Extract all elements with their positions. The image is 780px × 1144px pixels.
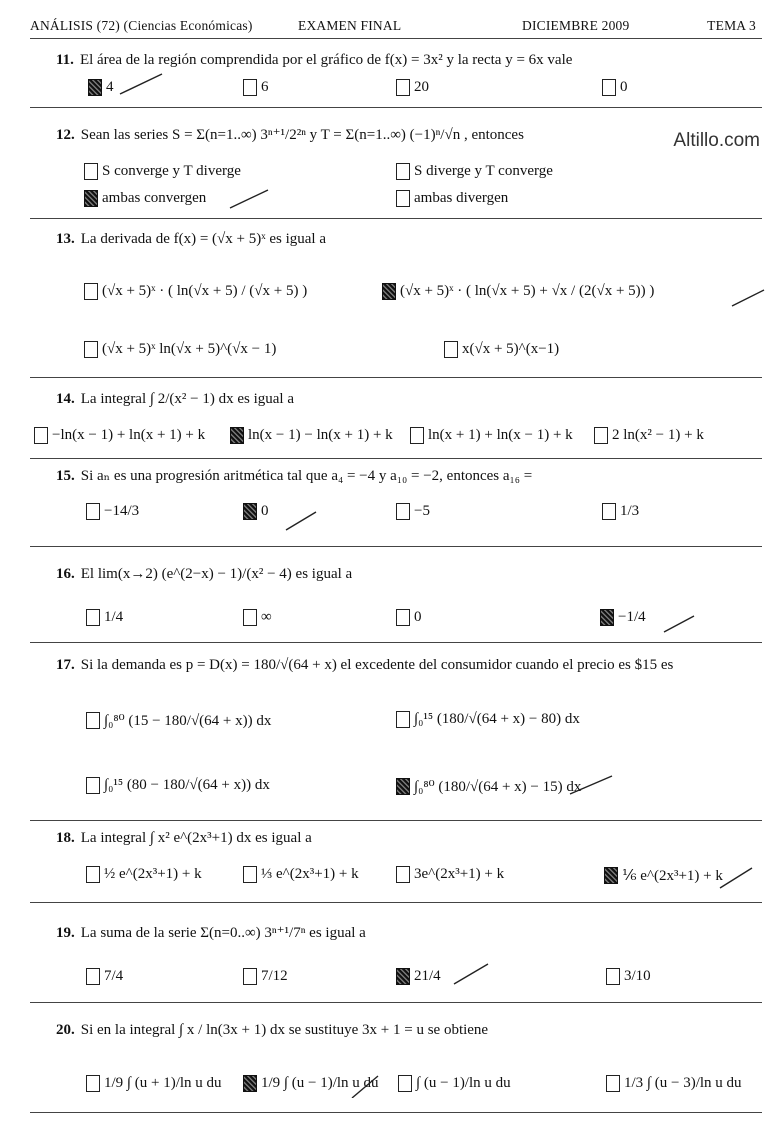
question-number: 19. <box>56 925 75 941</box>
answer-checkbox[interactable] <box>382 283 396 300</box>
answer-checkbox[interactable] <box>86 968 100 985</box>
answer-checkbox[interactable] <box>243 1075 257 1092</box>
question-divider <box>30 1112 762 1113</box>
answer-option[interactable] <box>86 609 123 626</box>
header-divider <box>30 38 762 39</box>
answer-checkbox[interactable] <box>86 777 100 794</box>
question-text <box>56 657 673 674</box>
question-statement: El lim(x→2) (e^(2−x) − 1)/(x² − 4) es igual a <box>80 566 353 582</box>
answer-option[interactable] <box>243 866 359 883</box>
option-label: 3e^(2x³+1) + k <box>414 866 505 882</box>
answer-option[interactable] <box>84 163 241 180</box>
option-label: (√x + 5)ˣ · ( ln(√x + 5) + √x / (2(√x + 5)) ) <box>400 283 655 299</box>
option-label: ln(x − 1) − ln(x + 1) + k <box>248 427 393 443</box>
option-label: 1/3 ∫ (u − 3)/ln u du <box>624 1075 742 1091</box>
answer-option[interactable] <box>396 866 504 883</box>
question-text <box>56 52 572 69</box>
question-divider <box>30 107 762 108</box>
answer-checkbox[interactable] <box>86 712 100 729</box>
option-label: −14/3 <box>104 503 140 519</box>
question-divider <box>30 546 762 547</box>
answer-checkbox[interactable] <box>604 867 618 884</box>
answer-checkbox[interactable] <box>398 1075 412 1092</box>
answer-option[interactable] <box>86 866 202 883</box>
option-label: 21/4 <box>414 968 441 984</box>
answer-checkbox[interactable] <box>84 341 98 358</box>
question-text <box>56 830 312 847</box>
answer-option[interactable] <box>410 427 573 444</box>
check-mark-icon <box>718 866 764 890</box>
answer-checkbox[interactable] <box>230 427 244 444</box>
option-label: 1/4 <box>104 609 124 625</box>
answer-option[interactable] <box>396 609 422 626</box>
answer-option[interactable] <box>600 609 646 626</box>
answer-option[interactable] <box>604 866 723 885</box>
answer-option[interactable] <box>84 341 276 358</box>
answer-option[interactable] <box>606 1075 742 1092</box>
watermark: Altillo.com <box>673 130 760 151</box>
exam-tema: TEMA 3 <box>707 18 756 33</box>
answer-option[interactable] <box>86 1075 222 1092</box>
check-mark-icon <box>284 508 330 532</box>
answer-option[interactable] <box>396 968 441 985</box>
exam-header <box>30 18 756 38</box>
question-statement: La derivada de f(x) = (√x + 5)ˣ es igual a <box>80 231 326 247</box>
answer-checkbox[interactable] <box>396 778 410 795</box>
answer-checkbox[interactable] <box>396 609 410 626</box>
question-text <box>56 466 532 485</box>
answer-option[interactable] <box>396 190 508 207</box>
answer-checkbox[interactable] <box>600 609 614 626</box>
option-label: (√x + 5)ˣ ln(√x + 5)^(√x − 1) <box>102 341 277 357</box>
question-text <box>56 125 524 144</box>
option-label: S diverge y T converge <box>414 163 553 179</box>
question-number: 17. <box>56 657 75 673</box>
answer-option[interactable] <box>34 427 205 444</box>
option-label: −5 <box>414 503 430 519</box>
option-label: x(√x + 5)^(x−1) <box>462 341 560 357</box>
answer-checkbox[interactable] <box>243 968 257 985</box>
answer-checkbox[interactable] <box>84 163 98 180</box>
question-statement: El área de la región comprendida por el gráfico de f(x) = 3x² y la recta y = 6x vale <box>79 52 573 68</box>
option-label: ⅙ e^(2x³+1) + k <box>622 868 723 884</box>
option-label: 1/9 ∫ (u + 1)/ln u du <box>104 1075 222 1091</box>
question-statement: Sean las series S = Σ(n=1..∞) 3ⁿ⁺¹/2²ⁿ y T = Σ(n=1..∞) (−1)ⁿ/√n , entonces <box>80 127 524 143</box>
answer-checkbox[interactable] <box>243 609 257 626</box>
answer-option[interactable] <box>382 283 654 300</box>
answer-checkbox[interactable] <box>84 283 98 300</box>
answer-option[interactable] <box>602 79 628 96</box>
course-title: ANÁLISIS (72) (Ciencias Económicas) <box>30 18 253 33</box>
exam-date: DICIEMBRE 2009 <box>522 18 630 33</box>
answer-option[interactable] <box>243 79 269 96</box>
answer-checkbox[interactable] <box>34 427 48 444</box>
answer-option[interactable] <box>396 503 430 520</box>
option-label: 20 <box>414 79 429 95</box>
answer-checkbox[interactable] <box>606 1075 620 1092</box>
answer-checkbox[interactable] <box>86 503 100 520</box>
option-label: ambas convergen <box>102 190 207 206</box>
answer-checkbox[interactable] <box>396 503 410 520</box>
question-number: 16. <box>56 566 75 582</box>
answer-option[interactable] <box>86 777 270 794</box>
answer-option[interactable] <box>594 427 704 444</box>
question-number: 18. <box>56 830 75 846</box>
answer-checkbox[interactable] <box>396 968 410 985</box>
question-number: 20. <box>56 1022 75 1038</box>
option-label: ∫₀⁸⁰ (180/√(64 + x) − 15) dx <box>414 779 582 795</box>
option-label: 0 <box>620 79 628 95</box>
question-statement: Si aₙ es una progresión aritmética tal que a₄ = −4 y a₁₀ = −2, entonces a₁₆ = <box>80 468 533 484</box>
answer-checkbox[interactable] <box>396 79 410 96</box>
option-label: 2 ln(x² − 1) + k <box>612 427 704 443</box>
answer-checkbox[interactable] <box>243 79 257 96</box>
check-mark-icon <box>118 72 164 96</box>
question-text <box>56 566 352 583</box>
option-label: −1/4 <box>618 609 646 625</box>
check-mark-icon <box>228 186 274 210</box>
answer-option[interactable] <box>88 79 114 96</box>
answer-checkbox[interactable] <box>243 503 257 520</box>
option-label: 6 <box>261 79 269 95</box>
option-label: S converge y T diverge <box>102 163 241 179</box>
exam-title: EXAMEN FINAL <box>298 18 402 33</box>
answer-checkbox[interactable] <box>602 503 616 520</box>
question-divider <box>30 902 762 903</box>
check-mark-icon <box>350 1074 396 1098</box>
answer-option[interactable] <box>243 503 269 520</box>
question-statement: Si la demanda es p = D(x) = 180/√(64 + x) el excedente del consumidor cuando el precio es $15 es <box>80 657 674 673</box>
answer-checkbox[interactable] <box>594 427 608 444</box>
option-label: 0 <box>414 609 422 625</box>
option-label: 7/4 <box>104 968 124 984</box>
answer-option[interactable] <box>243 968 288 985</box>
answer-checkbox[interactable] <box>602 79 616 96</box>
answer-checkbox[interactable] <box>86 609 100 626</box>
question-number: 14. <box>56 391 75 407</box>
question-number: 11. <box>56 52 74 68</box>
question-divider <box>30 377 762 378</box>
answer-option[interactable] <box>602 503 639 520</box>
option-label: ∫₀⁸⁰ (15 − 180/√(64 + x)) dx <box>104 713 272 729</box>
question-statement: La integral ∫ x² e^(2x³+1) dx es igual a <box>80 830 312 846</box>
question-divider <box>30 1002 762 1003</box>
answer-option[interactable] <box>243 609 272 626</box>
question-text <box>56 231 326 248</box>
answer-option[interactable] <box>398 1075 511 1092</box>
answer-checkbox[interactable] <box>396 866 410 883</box>
question-divider <box>30 458 762 459</box>
option-label: 3/10 <box>624 968 651 984</box>
option-label: ∞ <box>261 609 272 625</box>
option-label: 4 <box>106 79 114 95</box>
answer-option[interactable] <box>84 190 206 207</box>
question-number: 15. <box>56 468 75 484</box>
check-mark-icon <box>662 612 708 636</box>
answer-checkbox[interactable] <box>86 866 100 883</box>
answer-checkbox[interactable] <box>606 968 620 985</box>
question-divider <box>30 820 762 821</box>
answer-checkbox[interactable] <box>396 711 410 728</box>
option-label: 1/9 ∫ (u − 1)/ln u du <box>261 1075 379 1091</box>
check-mark-icon <box>452 962 498 986</box>
option-label: ∫₀¹⁵ (80 − 180/√(64 + x)) dx <box>104 777 270 793</box>
question-statement: La suma de la serie Σ(n=0..∞) 3ⁿ⁺¹/7ⁿ es igual a <box>80 925 366 941</box>
answer-checkbox[interactable] <box>88 79 102 96</box>
question-number: 12. <box>56 127 75 143</box>
answer-checkbox[interactable] <box>84 190 98 207</box>
answer-option[interactable] <box>84 283 307 300</box>
answer-checkbox[interactable] <box>444 341 458 358</box>
question-statement: La integral ∫ 2/(x² − 1) dx es igual a <box>80 391 295 407</box>
answer-checkbox[interactable] <box>410 427 424 444</box>
question-text <box>56 923 366 942</box>
check-mark-icon <box>730 286 776 310</box>
answer-option[interactable] <box>86 968 123 985</box>
answer-checkbox[interactable] <box>86 1075 100 1092</box>
answer-option[interactable] <box>396 777 581 796</box>
answer-option[interactable] <box>86 503 139 520</box>
question-statement: Si en la integral ∫ x / ln(3x + 1) dx se sustituye 3x + 1 = u se obtiene <box>80 1022 489 1038</box>
answer-option[interactable] <box>230 427 393 444</box>
question-divider <box>30 642 762 643</box>
question-number: 13. <box>56 231 75 247</box>
option-label: ∫ (u − 1)/ln u du <box>416 1075 511 1091</box>
answer-checkbox[interactable] <box>243 866 257 883</box>
option-label: ln(x + 1) + ln(x − 1) + k <box>428 427 573 443</box>
option-label: ∫₀¹⁵ (180/√(64 + x) − 80) dx <box>414 711 580 727</box>
question-text <box>56 1022 488 1039</box>
option-label: 7/12 <box>261 968 288 984</box>
option-label: 1/3 <box>620 503 640 519</box>
answer-checkbox[interactable] <box>396 190 410 207</box>
question-divider <box>30 218 762 219</box>
option-label: ½ e^(2x³+1) + k <box>104 866 202 882</box>
answer-option[interactable] <box>444 341 559 358</box>
answer-option[interactable] <box>396 163 553 180</box>
answer-option[interactable] <box>396 79 429 96</box>
answer-checkbox[interactable] <box>396 163 410 180</box>
answer-option[interactable] <box>396 711 580 728</box>
option-label: 0 <box>261 503 269 519</box>
option-label: −ln(x − 1) + ln(x + 1) + k <box>52 427 206 443</box>
option-label: ambas divergen <box>414 190 509 206</box>
answer-option[interactable] <box>86 711 271 730</box>
question-text <box>56 391 294 408</box>
option-label: ⅓ e^(2x³+1) + k <box>261 866 359 882</box>
check-mark-icon <box>568 772 614 796</box>
option-label: (√x + 5)ˣ · ( ln(√x + 5) / (√x + 5) ) <box>102 283 308 299</box>
answer-option[interactable] <box>606 968 651 985</box>
